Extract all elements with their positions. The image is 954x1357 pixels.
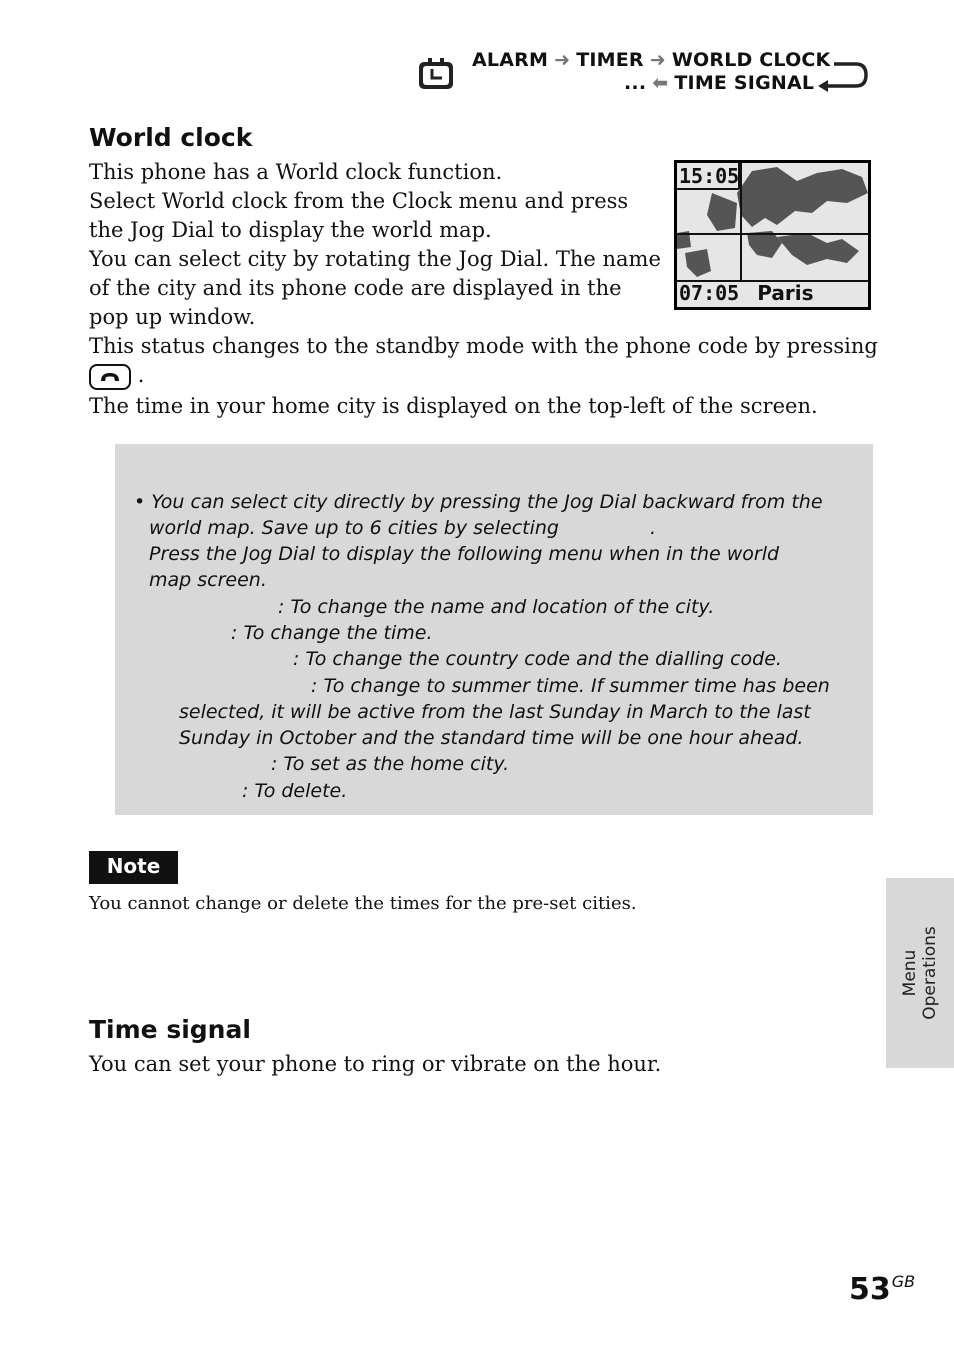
hint-line: Sunday in October and the standard time will be one hour ahead. [179, 727, 804, 749]
body-line: pop up window. [89, 305, 256, 329]
hint-line: • You can select city directly by pressing the Jog Dial backward from the [134, 491, 823, 513]
body-line: the Jog Dial to display the world map. [89, 218, 492, 242]
side-tab-line-2: Operations [920, 926, 940, 1020]
note-label: Note [89, 851, 178, 884]
world-map-screen [674, 160, 871, 310]
hint-line: map screen. [149, 569, 267, 591]
breadcrumb-time-signal: TIME SIGNAL [674, 72, 815, 94]
note-text: You cannot change or delete the times for the pre-set cities. [89, 893, 637, 914]
side-tab [886, 878, 954, 1068]
clock-menu-icon [416, 56, 456, 92]
loop-back-arrow-icon [812, 58, 870, 92]
body-line-key [89, 361, 878, 392]
hint-line: : To change the country code and the dialling code. [293, 648, 782, 670]
breadcrumb-timer: TIMER [576, 49, 644, 71]
city-name: Paris [757, 281, 814, 305]
city-time: 07:05 [679, 281, 740, 305]
section-title-world-clock: World clock [89, 123, 253, 152]
breadcrumb-row-1 [472, 49, 831, 71]
breadcrumb-row-2 [624, 72, 814, 94]
page-number [849, 1272, 915, 1307]
section-title-time-signal: Time signal [89, 1015, 251, 1044]
body-line: The time in your home city is displayed on the top-left of the screen. [89, 394, 818, 418]
time-signal-text: You can set your phone to ring or vibrate on the hour. [89, 1052, 662, 1076]
right-arrow-icon: ➜ [554, 49, 571, 71]
left-arrow-icon: ⬅ [652, 72, 669, 94]
side-tab-label [886, 878, 954, 1068]
hint-line: : To change the name and location of the city. [278, 596, 715, 618]
page-number-value: 53 [849, 1272, 891, 1307]
body-line: This status changes to the standby mode with the phone code by pressing [89, 334, 878, 358]
body-line: of the city and its phone code are displayed in the [89, 276, 622, 300]
right-arrow-icon: ➜ [649, 49, 666, 71]
home-time: 15:05 [679, 164, 740, 188]
hint-line: selected, it will be active from the last Sunday in March to the last [179, 701, 811, 723]
hint-line: : To change the time. [231, 622, 433, 644]
hint-line: Press the Jog Dial to display the following menu when in the world [149, 543, 780, 565]
phone-key-icon [89, 364, 131, 390]
body-line: Select World clock from the Clock menu and press [89, 189, 629, 213]
breadcrumb-alarm: ALARM [472, 49, 549, 71]
hint-line: : To set as the home city. [271, 753, 510, 775]
key-suffix: . [137, 363, 145, 387]
body-line: This phone has a World clock function. [89, 160, 503, 184]
breadcrumb-ellipsis: ... [624, 72, 647, 94]
side-tab-line-1: Menu [900, 949, 920, 997]
city-time-row [679, 281, 814, 305]
body-line: You can select city by rotating the Jog Dial. The name [89, 247, 661, 271]
hint-line: : To delete. [242, 780, 348, 802]
hint-line: . [650, 517, 657, 539]
hint-line: : To change to summer time. If summer time has been [311, 675, 830, 697]
page-number-suffix: GB [891, 1272, 916, 1291]
breadcrumb-world-clock: WORLD CLOCK [671, 49, 831, 71]
hint-line: world map. Save up to 6 cities by selecting [149, 517, 559, 539]
